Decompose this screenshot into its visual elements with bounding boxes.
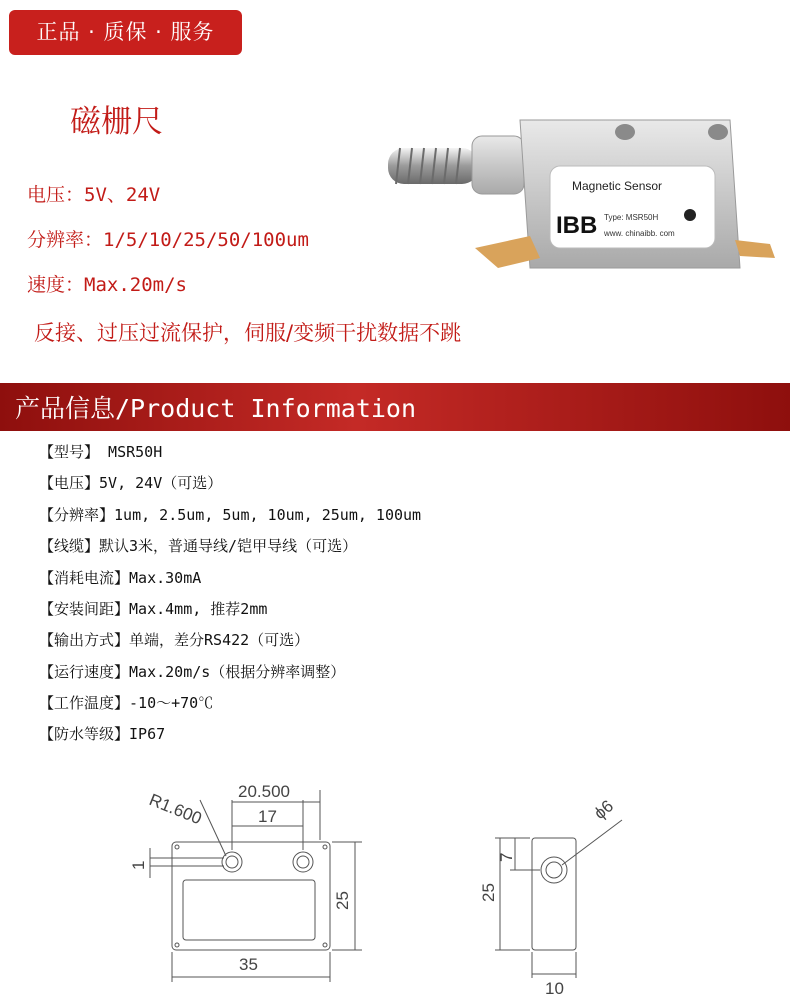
dim-overall: 20.500 [238, 782, 290, 801]
sensor-label-url: www. chinaibb. com [604, 229, 675, 238]
info-row: 【运行速度】Max.20m/s（根据分辨率调整） [39, 663, 346, 681]
dimension-drawing [120, 770, 660, 995]
dim-diameter: ϕ6 [590, 796, 618, 824]
sensor-label-title: Magnetic Sensor [572, 179, 663, 193]
feature-text: 反接、过压过流保护，伺服/变频干扰数据不跳 [34, 321, 462, 345]
info-row: 【工作温度】-10～+70℃ [39, 694, 214, 712]
section-title: 产品信息/Product Information [15, 394, 417, 423]
dim-hole-pos: 7 [497, 852, 516, 862]
spec-voltage: 电压：5V、24V [27, 184, 161, 206]
info-row: 【安装间距】Max.4mm, 推荐2mm [39, 600, 268, 618]
sensor-photo [380, 108, 780, 288]
dim-radius: R1.600 [146, 790, 205, 829]
sensor-label-brand: IBB [556, 212, 598, 239]
sensor-label-type: Type: MSR50H [604, 213, 659, 222]
service-badge: 正品 · 质保 · 服务 [9, 10, 242, 55]
side-view-body [532, 838, 576, 950]
info-row: 【型号】 MSR50H [39, 443, 163, 461]
dim-hole-spacing: 17 [258, 807, 277, 826]
spec-speed: 速度：Max.20m/s [27, 274, 187, 296]
spec-resolution: 分辨率：1/5/10/25/50/100um [27, 229, 309, 251]
info-row: 【消耗电流】Max.30mA [39, 569, 202, 587]
section-banner [0, 383, 790, 431]
armored-cable [388, 136, 524, 194]
dim-side-width: 10 [545, 979, 564, 995]
info-row: 【输出方式】单端，差分RS422（可选） [39, 631, 310, 649]
info-row: 【防水等级】IP67 [39, 725, 166, 743]
sensor-body [520, 120, 740, 268]
product-name: 磁栅尺 [70, 104, 163, 140]
dim-offset: 1 [129, 860, 148, 870]
info-row: 【线缆】默认3米，普通导线/铠甲导线（可选） [39, 537, 358, 555]
info-row: 【电压】5V, 24V（可选） [39, 474, 223, 492]
front-view-window [183, 880, 315, 940]
dim-front-width: 35 [239, 955, 258, 974]
dim-front-height: 25 [333, 891, 352, 910]
info-row: 【分辨率】1um, 2.5um, 5um, 10um, 25um, 100um [39, 506, 422, 524]
dim-side-height: 25 [479, 883, 498, 902]
